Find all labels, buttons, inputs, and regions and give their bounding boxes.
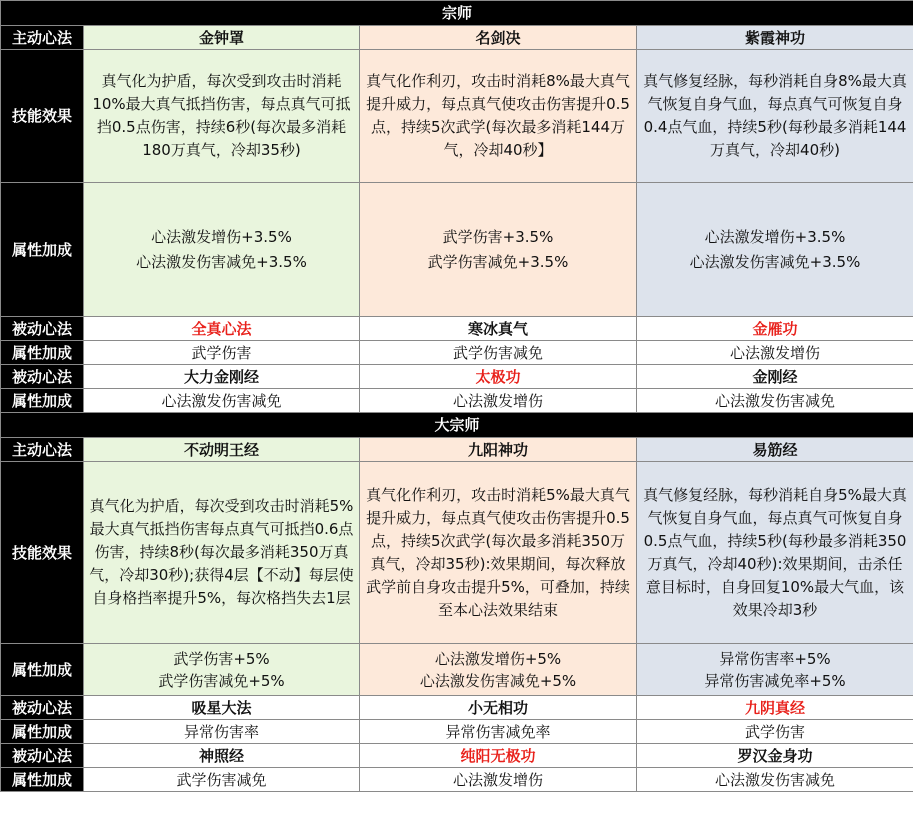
row-label-effect: 技能效果 <box>1 50 84 183</box>
attribute-bonus-cell <box>84 183 360 317</box>
bonus-line: 异常伤害率+5% <box>719 649 831 668</box>
attribute-bonus-cell <box>360 644 637 696</box>
row-label-passive: 被动心法 <box>1 696 84 720</box>
passive-bonus-text: 心法激发增伤 <box>360 389 637 413</box>
passive-skill-row <box>1 365 913 389</box>
passive-skill-name: 神照经 <box>84 744 360 768</box>
section-header-dazongshi <box>1 413 913 438</box>
attribute-bonus-row <box>1 183 913 317</box>
passive-skill-name: 寒冰真气 <box>360 317 637 341</box>
passive-skill-name: 小无相功 <box>360 696 637 720</box>
passive-bonus-text: 武学伤害减免 <box>84 768 360 792</box>
bonus-line: 武学伤害减免+5% <box>158 671 285 690</box>
row-label-passive: 被动心法 <box>1 365 84 389</box>
skill-effect-text: 真气化为护盾，每次受到攻击时消耗5%最大真气抵挡伤害每点真气可抵挡0.6点伤害，持续8秒(每次最多消耗350万真气，冷却30秒);获得4层【不动】每层使自身格挡率提升5%，每次格挡失去1层 <box>84 462 360 644</box>
passive-bonus-row <box>1 389 913 413</box>
passive-bonus-text: 心法激发伤害减免 <box>84 389 360 413</box>
skill-effect-text: 真气化作利刃，攻击时消耗8%最大真气提升威力，每点真气使攻击伤害提升0.5点，持续5次武学(每次最多消耗144万气，冷却40秒】 <box>360 50 637 183</box>
bonus-line: 心法激发增伤+5% <box>434 649 562 668</box>
row-label-bonus: 属性加成 <box>1 720 84 744</box>
active-skill-row <box>1 26 913 50</box>
row-label-passive: 被动心法 <box>1 744 84 768</box>
passive-skill-name: 罗汉金身功 <box>637 744 913 768</box>
skill-effect-text: 真气修复经脉，每秒消耗自身8%最大真气恢复自身气血，每点真气可恢复自身0.4点气血，持续5秒(每秒最多消耗144万真气，冷却40秒) <box>637 50 913 183</box>
row-label-active: 主动心法 <box>1 438 84 462</box>
skill-effect-text: 真气修复经脉，每秒消耗自身5%最大真气恢复自身气血，每点真气可恢复自身0.5点气血，持续5秒(每秒最多消耗350万真气，冷却40秒):效果期间，击杀任意目标时，自身回复10%最大气血，该效果冷却3秒 <box>637 462 913 644</box>
passive-skill-row <box>1 696 913 720</box>
active-skill-name: 易筋经 <box>637 438 913 462</box>
passive-bonus-text: 异常伤害率 <box>84 720 360 744</box>
passive-bonus-text: 心法激发增伤 <box>637 341 913 365</box>
passive-bonus-text: 武学伤害 <box>84 341 360 365</box>
bonus-line: 武学伤害+3.5% <box>442 227 554 246</box>
active-skill-name: 紫霞神功 <box>637 26 913 50</box>
skill-effect-text: 真气化为护盾，每次受到攻击时消耗10%最大真气抵挡伤害，每点真气可抵挡0.5点伤害，持续6秒(每次最多消耗180万真气，冷却35秒) <box>84 50 360 183</box>
passive-skill-name: 金刚经 <box>637 365 913 389</box>
row-label-bonus: 属性加成 <box>1 341 84 365</box>
section-title: 宗师 <box>1 1 913 26</box>
bonus-line: 心法激发伤害减免+5% <box>419 671 577 690</box>
passive-bonus-text: 武学伤害 <box>637 720 913 744</box>
passive-bonus-text: 异常伤害减免率 <box>360 720 637 744</box>
skill-effect-text: 真气化作利刃，攻击时消耗5%最大真气提升威力，每点真气使攻击伤害提升0.5点，持续5次武学(每次最多消耗350万真气，冷却35秒):效果期间，每次释放武学前自身攻击提升5%，可叠加，持续至本心法效果结束 <box>360 462 637 644</box>
row-label-bonus: 属性加成 <box>1 644 84 696</box>
bonus-line: 心法激发伤害减免+3.5% <box>136 252 307 271</box>
passive-skill-row <box>1 317 913 341</box>
attribute-bonus-cell <box>84 644 360 696</box>
active-skill-name: 不动明王经 <box>84 438 360 462</box>
bonus-line: 异常伤害减免率+5% <box>704 671 846 690</box>
active-skill-name: 金钟罩 <box>84 26 360 50</box>
passive-skill-name: 吸星大法 <box>84 696 360 720</box>
passive-bonus-text: 心法激发伤害减免 <box>637 768 913 792</box>
skill-effect-row <box>1 462 913 644</box>
passive-skill-name: 大力金刚经 <box>84 365 360 389</box>
bonus-line: 心法激发增伤+3.5% <box>704 227 846 246</box>
active-skill-row <box>1 438 913 462</box>
passive-bonus-text: 心法激发增伤 <box>360 768 637 792</box>
row-label-bonus: 属性加成 <box>1 183 84 317</box>
passive-bonus-row <box>1 720 913 744</box>
row-label-effect: 技能效果 <box>1 462 84 644</box>
row-label-bonus: 属性加成 <box>1 768 84 792</box>
passive-bonus-row <box>1 341 913 365</box>
attribute-bonus-cell <box>637 644 913 696</box>
bonus-line: 武学伤害减免+3.5% <box>427 252 569 271</box>
passive-skill-name: 九阴真经 <box>637 696 913 720</box>
active-skill-name: 九阳神功 <box>360 438 637 462</box>
passive-skill-row <box>1 744 913 768</box>
passive-skill-name: 纯阳无极功 <box>360 744 637 768</box>
attribute-bonus-row <box>1 644 913 696</box>
section-title: 大宗师 <box>1 413 913 438</box>
bonus-line: 心法激发伤害减免+3.5% <box>689 252 861 271</box>
active-skill-name: 名剑决 <box>360 26 637 50</box>
row-label-bonus: 属性加成 <box>1 389 84 413</box>
section-header-zongshi <box>1 1 913 26</box>
passive-skill-name: 金雁功 <box>637 317 913 341</box>
attribute-bonus-cell <box>360 183 637 317</box>
row-label-passive: 被动心法 <box>1 317 84 341</box>
passive-skill-name: 全真心法 <box>84 317 360 341</box>
bonus-line: 心法激发增伤+3.5% <box>151 227 292 246</box>
skill-effect-row <box>1 50 913 183</box>
passive-bonus-row <box>1 768 913 792</box>
passive-bonus-text: 武学伤害减免 <box>360 341 637 365</box>
bonus-line: 武学伤害+5% <box>173 649 270 668</box>
passive-skill-name: 太极功 <box>360 365 637 389</box>
row-label-active: 主动心法 <box>1 26 84 50</box>
attribute-bonus-cell <box>637 183 913 317</box>
passive-bonus-text: 心法激发伤害减免 <box>637 389 913 413</box>
